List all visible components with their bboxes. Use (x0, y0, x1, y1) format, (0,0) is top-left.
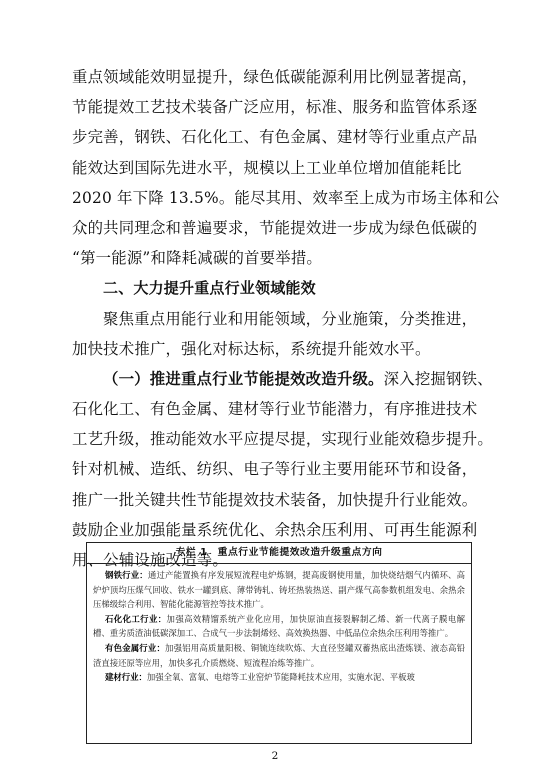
paragraph-line: 能效达到国际先进水平，规模以上工业单位增加值能耗比 (72, 158, 462, 177)
paragraph-line: 用、公辅设施改造等。 (72, 551, 228, 569)
item-text: 加强铝用高质量阳极、铜锍连续吹炼、大直径竖罐双蓄热底出渣炼镁、液态高铅渣直接还原等应用，加快多孔介质燃烧、短流程冶炼等推广。 (93, 642, 466, 668)
paragraph-line: 石化化工、有色金属、建材等行业节能潜力，有序推进技术 (72, 400, 478, 419)
paragraph-line: 聚焦重点用能行业和用能领域，分业施策，分类推进， (103, 309, 478, 328)
paragraph-line: 针对机械、造纸、纺织、电子等行业主要用能环节和设备， (72, 460, 478, 479)
column-box-item (93, 568, 465, 612)
paragraph-line: 2020 年下降 13.5%。能尽其用、效率至上成为市场主体和公 (72, 188, 500, 207)
paragraph-line: 众的共同理念和普遍要求，节能提效进一步成为绿色低碳的 (72, 218, 478, 237)
column-box-item (93, 670, 465, 685)
paragraph-line: “第一能源”和降耗减碳的首要举措。 (72, 249, 322, 268)
paragraph-line: 步完善，钢铁、石化化工、有色金属、建材等行业重点产品 (72, 128, 478, 147)
paragraph-line: 工艺升级，推动能效水平应提尽提，实现行业能效稳步提升。 (72, 430, 493, 449)
paragraph-line: 推广一批关键共性节能提效技术装备，加快提升行业能效。 (72, 490, 478, 509)
page-number: 2 (271, 750, 279, 762)
paragraph-line: 节能提效工艺技术装备广泛应用，标准、服务和监管体系逐 (72, 98, 478, 117)
item-text: 加强全氧、富氧、电熔等工业窑炉节能降耗技术应用，实施水泥、平板玻 (146, 672, 415, 683)
item-text: 加强高效精馏系统产业化应用，加快原油直接裂解制乙烯、新一代离子膜电解槽、重劣质渣油低碳深加工、合成气一步法制烯烃、高效换热器、中低品位余热余压利用等推广。 (93, 613, 466, 639)
column-box-title: 专栏 1 重点行业节能提效改造升级重点方向 (87, 543, 471, 564)
subsection-lead: （一）推进重点行业节能提效改造升级。 (103, 369, 384, 388)
column-box-item (93, 641, 465, 670)
paragraph-text: 深入挖掘钢铁、 (383, 369, 493, 388)
item-label: 有色金属行业： (105, 642, 166, 653)
paragraph-line: 鼓励企业加强能量系统优化、余热余压利用、可再生能源利 (72, 520, 478, 539)
column-box-item (93, 612, 465, 641)
item-label: 建材行业： (105, 672, 147, 683)
body-text (72, 62, 500, 575)
column-box-body (87, 564, 471, 685)
column-box (86, 542, 472, 744)
paragraph-line: 重点领域能效明显提升，绿色低碳能源利用比例显著提高， (72, 68, 478, 86)
paragraph-line (72, 364, 493, 394)
item-label: 钢铁行业： (105, 570, 148, 580)
item-text: 通过产能置换有序发展短流程电炉炼钢，提高废钢使用量，加快烧结烟气内循环、高炉炉顶均压煤气回收、铁水一罐到底、薄带铸轧、铸坯热装热送、副产煤气高参数机组发电、余热余压梯级综合利用、智能化能源管控等技术推广。 (93, 570, 466, 610)
section-heading: 二、大力提升重点行业领域能效 (103, 279, 316, 298)
paragraph-line: 加快技术推广，强化对标达标，系统提升能效水平。 (72, 339, 431, 358)
item-label: 石化化工行业： (105, 613, 167, 624)
